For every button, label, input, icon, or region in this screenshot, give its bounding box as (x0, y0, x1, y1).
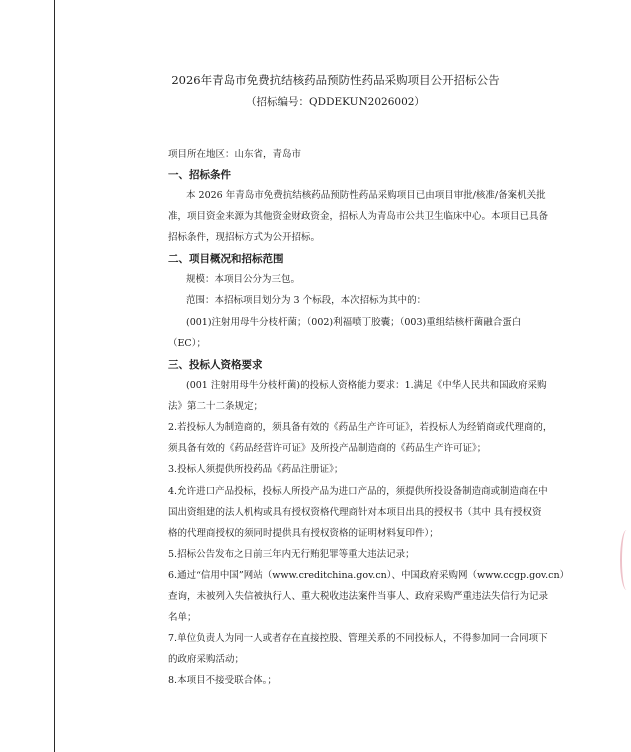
section3-line: 的政府采购活动； (168, 654, 245, 665)
section3-line: (001 注射用母牛分枝杆菌)的投标人资格能力要求：1.满足《中华人民共和国政府采购 (186, 380, 547, 391)
section3-line: 查询，未被列入失信被执行人、重大税收违法案件当事人、政府采购严重违法失信行为记录 (168, 591, 549, 602)
section2-heading: 二、项目概况和招标范围 (168, 253, 284, 265)
section2-line: （EC）； (168, 338, 206, 349)
scan-edge-line (54, 0, 55, 752)
section3-line: 5.招标公告发布之日前三年内无行贿犯罪等重大违法记录； (168, 549, 415, 560)
section3-line: 格的代理商授权的须同时提供具有授权资格的证明材料复印件）； (168, 528, 439, 539)
section3-line: 须具备有效的《药品经营许可证》及所投产品制造商的《药品生产许可证》； (168, 443, 487, 454)
document-title: 2026年青岛市免费抗结核药品预防性药品采购项目公开招标公告 (171, 73, 500, 87)
section3-line: 法》第二十二条规定； (168, 401, 264, 412)
section3-line: 7.单位负责人为同一人或者存在直接控股、管理关系的不同投标人，不得参加同一合同项下 (168, 633, 548, 644)
section3-line: 3.投标人须提供所投药品《药品注册证》； (168, 464, 344, 475)
bid-number: （招标编号：QDDEKUN2026002） (246, 96, 425, 108)
section1-heading: 一、招标条件 (168, 169, 231, 181)
section3-line: 名单； (168, 612, 197, 623)
section2-line: (001)注射用母牛分枝杆菌；（002)利福喷丁胶囊；（003)重组结核杆菌融合蛋白 (186, 317, 522, 328)
section1-line: 招标条件，现招标方式为公开招标。 (168, 232, 321, 243)
section2-line: 范围：本招标项目划分为 3 个标段，本次招标为其中的： (186, 295, 427, 306)
section3-line: 8.本项目不接受联合体。； (168, 675, 277, 686)
section3-heading: 三、投标人资格要求 (168, 359, 263, 371)
section3-line: 4.允许进口产品投标，投标人所投产品为进口产品的，须提供所投设备制造商或制造商在中 (168, 486, 548, 497)
section3-line: 2.若投标人为制造商的，须具备有效的《药品生产许可证》，若投标人为经销商或代理商的， (168, 422, 553, 433)
location-line: 项目所在地区：山东省，青岛市 (168, 149, 302, 160)
stamp-fragment (620, 530, 631, 590)
section3-line: 国出资组建的法人机构或具有授权资格代理商针对本项目出具的授权书（其中 具有授权资 (168, 507, 542, 518)
section2-line: 规模：本项目公分为三包。 (186, 274, 301, 285)
section3-line: 6.通过“信用中国”网站（www.creditchina.gov.cn）、中国政府采购网（www.ccgp.gov.cn） (168, 570, 570, 581)
section1-line: 本 2026 年青岛市免费抗结核药品预防性药品采购项目已由项目审批/核准/备案机关批 (186, 190, 546, 201)
section1-line: 准，项目资金来源为其他资金财政资金，招标人为青岛市公共卫生临床中心。本项目已具备 (168, 211, 549, 222)
